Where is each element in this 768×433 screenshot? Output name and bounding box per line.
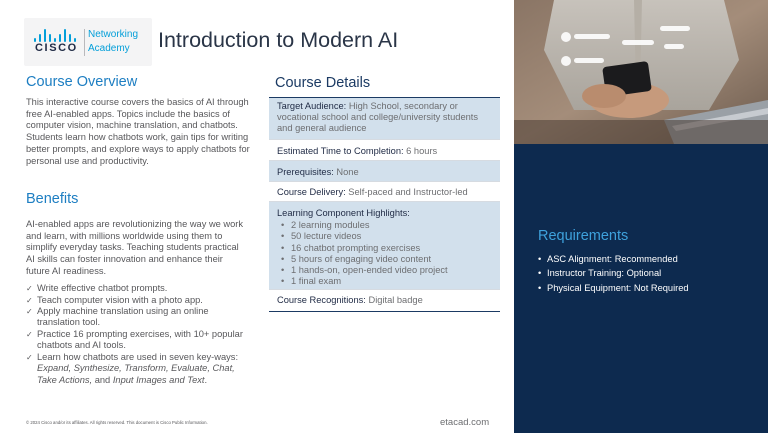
benefit-end: .	[204, 374, 208, 385]
benefit-item	[26, 352, 248, 386]
recognitions-label: Course Recognitions:	[277, 295, 366, 305]
component-item: • 5 hours of engaging video content	[277, 254, 492, 265]
components-label: Learning Component Highlights:	[277, 208, 410, 218]
cisco-bridge-icon	[34, 28, 80, 42]
detail-row-audience	[269, 98, 500, 140]
check-icon: ✓	[26, 295, 33, 305]
benefits-list	[26, 283, 248, 386]
logo-divider	[84, 29, 85, 56]
check-icon: ✓	[26, 307, 33, 317]
overview-text: This interactive course covers the basics of AI through free AI-enabled apps. Topics include the basics of computer vision, machine translation, and chatbots. Students learn how chatbots work, gain tips for writing better prompts, and explore ways to apply chatbots for personal use and productivity.	[26, 97, 250, 166]
benefits-text: AI-enabled apps are revolutionizing the way we work and learn, with millions worldwide using them to simplify everyday tasks. Teaching students practical AI skills can foster innovation and enhance their future AI readiness.	[26, 219, 244, 276]
requirements-heading: Requirements	[538, 228, 629, 244]
detail-row-recognitions	[269, 290, 500, 312]
delivery-label: Course Delivery:	[277, 187, 346, 197]
benefit-last-way: Input Images and Text	[112, 374, 205, 385]
benefits-heading: Benefits	[26, 191, 79, 207]
requirement-item: • ASC Alignment: Recommended	[538, 252, 689, 266]
check-icon: ✓	[26, 284, 33, 293]
detail-row-delivery	[269, 182, 500, 202]
prereq-value: None	[333, 167, 359, 177]
course-details-table	[269, 97, 500, 312]
cisco-networking-academy-logo	[24, 18, 152, 66]
check-icon: ✓	[26, 330, 33, 340]
detail-row-prerequisites	[269, 161, 500, 182]
recognitions-value: Digital badge	[365, 295, 423, 305]
benefit-item	[26, 283, 248, 294]
requirements-panel	[514, 0, 768, 433]
benefit-text: Practice 16 prompting exercises, with 10+ popular chatbots and AI tools.	[37, 329, 243, 351]
benefit-and: and	[92, 374, 113, 385]
details-heading: Course Details	[275, 75, 371, 91]
benefit-text: Apply machine translation using an online translation tool.	[37, 306, 209, 328]
components-list	[277, 220, 492, 288]
benefit-item	[26, 295, 248, 306]
component-item: • 16 chatbot prompting exercises	[277, 243, 492, 254]
logo-line-1: Networking	[88, 29, 139, 40]
detail-row-time	[269, 140, 500, 161]
time-value: 6 hours	[403, 146, 438, 156]
time-label: Estimated Time to Completion:	[277, 146, 404, 156]
page-title: Introduction to Modern AI	[158, 28, 399, 52]
benefit-item	[26, 329, 248, 352]
audience-label: Target Audience:	[277, 101, 347, 111]
component-item: • 1 final exam	[277, 276, 492, 287]
site-link[interactable]: etacad.com	[440, 417, 490, 428]
hero-photo	[514, 0, 768, 144]
logo-wordmark: CISCO	[35, 42, 78, 54]
benefit-text: Write effective chatbot prompts.	[37, 283, 168, 293]
audience-value: High School, secondary or vocational school and college/university students and general audience	[277, 101, 479, 133]
benefit-text: Teach computer vision with a photo app.	[37, 294, 203, 305]
detail-row-components	[269, 202, 500, 290]
legal-footer: © 2024 Cisco and/or its affiliates. All rights reserved. This document is Cisco Public Information.	[26, 420, 208, 425]
check-icon: ✓	[26, 352, 33, 362]
requirement-item: • Instructor Training: Optional	[538, 266, 689, 280]
benefit-item	[26, 306, 248, 329]
requirement-item: • Physical Equipment: Not Required	[538, 281, 689, 295]
person-using-phone-image	[514, 0, 768, 144]
requirements-list	[538, 252, 689, 295]
component-item: • 2 learning modules	[277, 220, 492, 231]
benefit-text-prefix: Learn how chatbots are used in seven key-ways:	[37, 351, 239, 362]
component-item: • 50 lecture videos	[277, 231, 492, 242]
prereq-label: Prerequisites:	[277, 167, 334, 177]
logo-academy-name	[88, 28, 138, 56]
delivery-value: Self-paced and Instructor-led	[345, 187, 468, 197]
benefit-ways: Expand, Synthesize, Transform, Evaluate, Chat, Take Actions,	[37, 363, 235, 385]
overview-heading: Course Overview	[26, 74, 138, 90]
component-item: • 1 hands-on, open-ended video project	[277, 265, 492, 276]
logo-line-2: Academy	[88, 43, 130, 54]
